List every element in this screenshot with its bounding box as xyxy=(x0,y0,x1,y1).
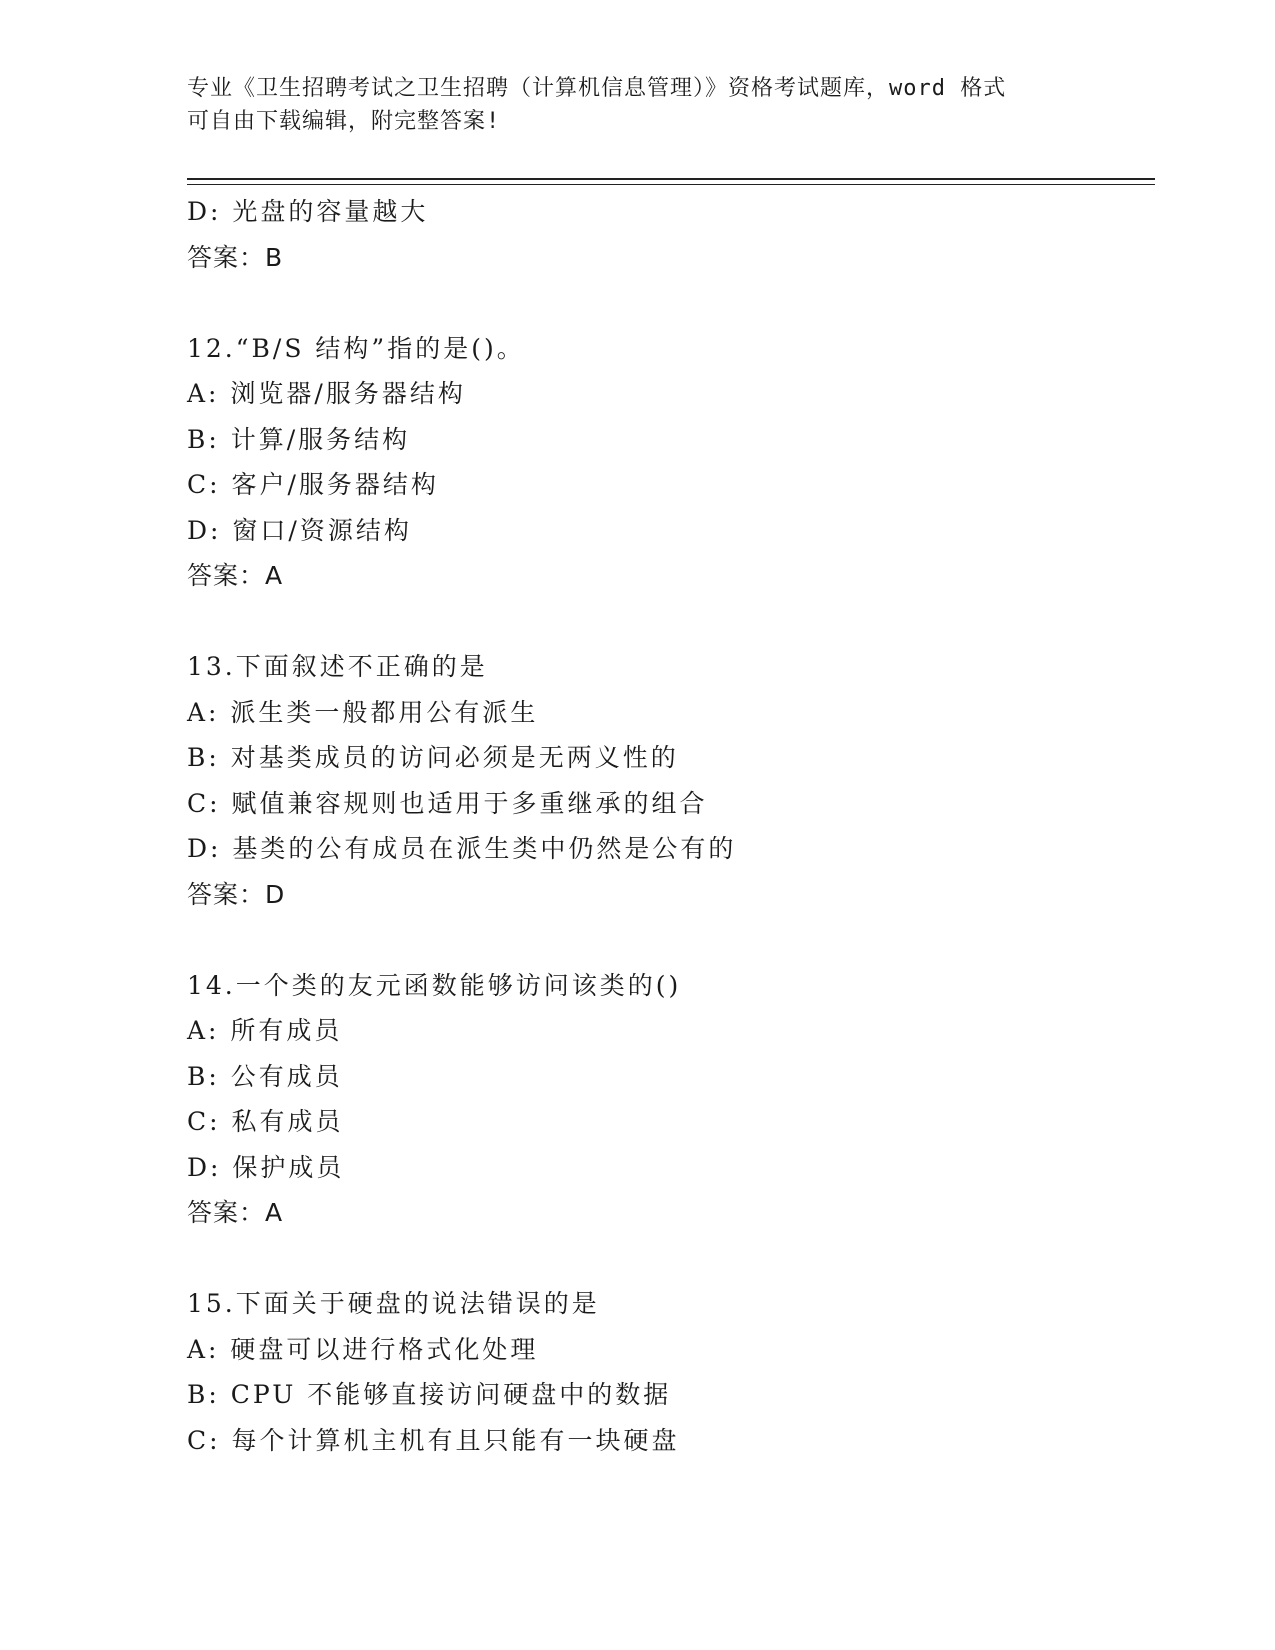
question-list xyxy=(187,189,1155,1463)
question-14-answer: 答案：A xyxy=(187,1198,284,1227)
header-line-2: 可自由下载编辑，附完整答案! xyxy=(187,109,501,134)
spacer xyxy=(187,1236,1155,1282)
question-15-stem: 15.下面关于硬盘的说法错误的是 xyxy=(187,1289,600,1318)
question-13-stem: 13.下面叙述不正确的是 xyxy=(187,652,488,681)
question-14-option-c: C: 私有成员 xyxy=(187,1107,344,1136)
question-15-option-c: C: 每个计算机主机有且只能有一块硬盘 xyxy=(187,1425,680,1455)
header-divider-thick xyxy=(187,178,1155,180)
header-divider-thin xyxy=(187,184,1155,185)
question-13-option-c: C: 赋值兼容规则也适用于多重继承的组合 xyxy=(187,788,708,818)
spacer xyxy=(187,599,1155,645)
header-line-1: 专业《卫生招聘考试之卫生招聘（计算机信息管理）》资格考试题库，word 格式 xyxy=(187,76,1007,101)
question-12-option-d: D: 窗口/资源结构 xyxy=(187,515,412,545)
question-13-option-b: B: 对基类成员的访问必须是无两义性的 xyxy=(187,743,679,772)
question-11-option-d: D: 光盘的容量越大 xyxy=(187,197,429,226)
question-12-answer: 答案：A xyxy=(187,561,284,590)
question-11-answer: 答案：B xyxy=(187,242,284,272)
question-15-option-a: A: 硬盘可以进行格式化处理 xyxy=(187,1334,539,1364)
question-12-stem: 12.“B/S 结构”指的是()。 xyxy=(187,333,525,363)
question-12-option-c: C: 客户/服务器结构 xyxy=(187,470,439,499)
question-14-option-d: D: 保护成员 xyxy=(187,1152,345,1182)
spacer xyxy=(187,917,1155,963)
question-13-answer: 答案：D xyxy=(187,879,286,909)
question-15-option-b: B: CPU 不能够直接访问硬盘中的数据 xyxy=(187,1380,672,1409)
question-14-option-a: A: 所有成员 xyxy=(187,1016,343,1045)
question-13-option-a: A: 派生类一般都用公有派生 xyxy=(187,697,539,727)
question-14-option-b: B: 公有成员 xyxy=(187,1061,343,1091)
document-header xyxy=(187,72,1087,138)
question-12-option-b: B: 计算/服务结构 xyxy=(187,424,411,454)
question-12-option-a: A: 浏览器/服务器结构 xyxy=(187,379,466,408)
spacer xyxy=(187,280,1155,326)
question-14-stem: 14.一个类的友元函数能够访问该类的() xyxy=(187,970,682,1000)
question-13-option-d: D: 基类的公有成员在派生类中仍然是公有的 xyxy=(187,834,737,863)
